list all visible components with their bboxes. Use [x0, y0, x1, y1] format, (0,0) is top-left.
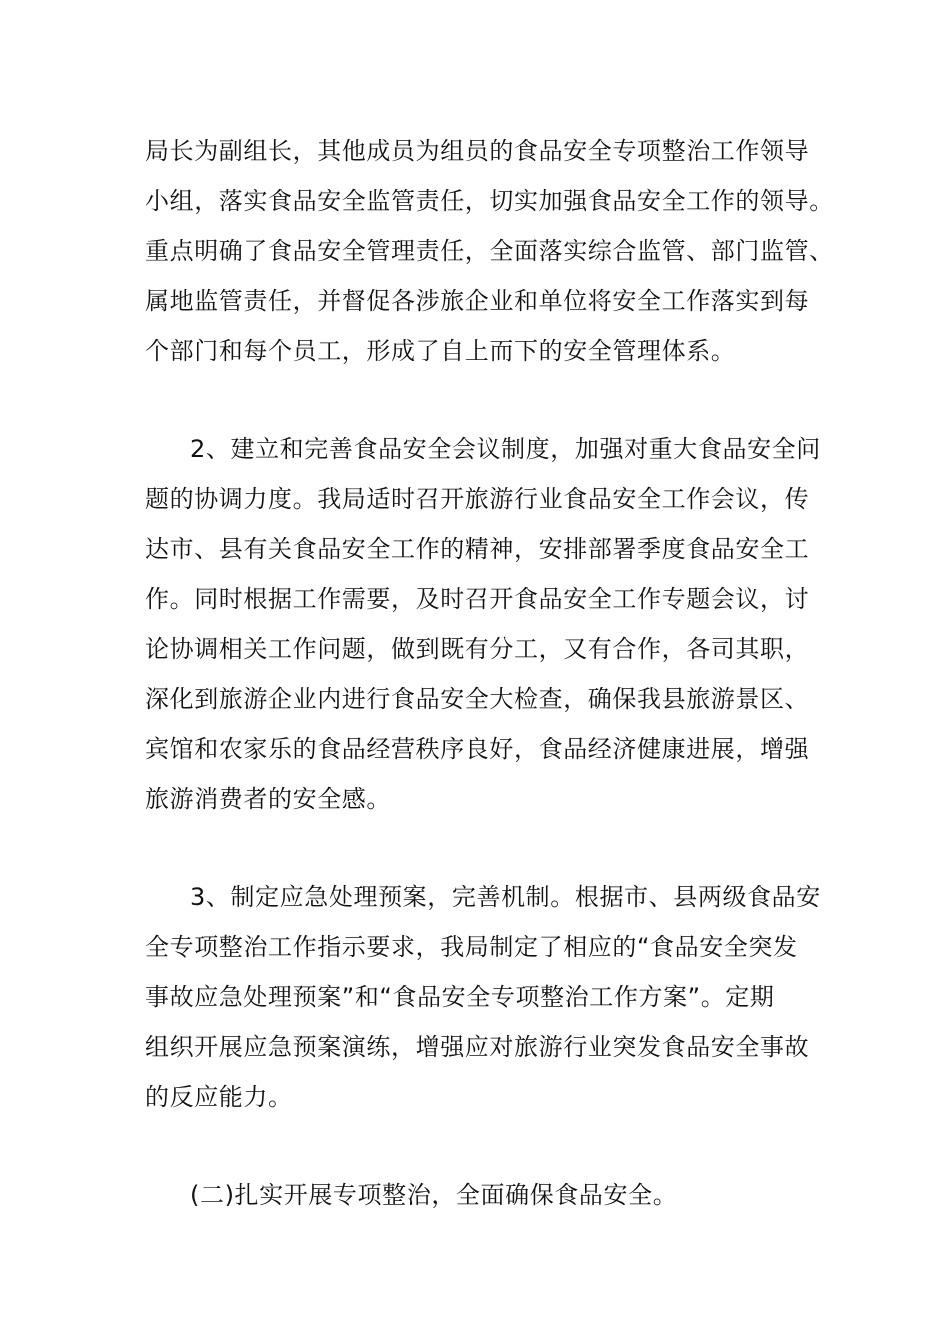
paragraph-2-line-2: 题的协调力度。我局适时召开旅游行业食品安全工作会议，传	[145, 485, 810, 513]
paragraph-1-line-3: 重点明确了食品安全管理责任，全面落实综合监管、部门监管、	[145, 237, 834, 265]
section-heading-2: (二)扎实开展专项整治，全面确保食品安全。	[190, 1181, 678, 1209]
paragraph-2-line-1: 2、建立和完善食品安全会议制度，加强对重大食品安全问	[190, 435, 821, 463]
paragraph-3-line-1: 3、制定应急处理预案，完善机制。根据市、县两级食品安	[190, 883, 821, 911]
paragraph-2-line-5: 论协调相关工作问题，做到既有分工，又有合作，各司其职，	[145, 635, 810, 663]
paragraph-2-line-3: 达市、县有关食品安全工作的精神，安排部署季度食品安全工	[145, 535, 810, 563]
paragraph-2-line-7: 宾馆和农家乐的食品经营秩序良好，食品经济健康进展，增强	[145, 735, 810, 763]
paragraph-2-line-6: 深化到旅游企业内进行食品安全大检查，确保我县旅游景区、	[145, 685, 810, 713]
paragraph-3-line-4: 组织开展应急预案演练，增强应对旅游行业突发食品安全事故	[145, 1033, 810, 1061]
paragraph-1-line-5: 个部门和每个员工，形成了自上而下的安全管理体系。	[145, 337, 736, 365]
paragraph-3-line-2: 全专项整治工作指示要求，我局制定了相应的“食品安全突发	[145, 933, 798, 961]
paragraph-3-line-3: 事故应急处理预案”和“食品安全专项整治工作方案”。定期	[145, 983, 775, 1011]
paragraph-1-line-1: 局长为副组长，其他成员为组员的食品安全专项整治工作领导	[145, 137, 810, 165]
paragraph-1-line-2: 小组，落实食品安全监管责任，切实加强食品安全工作的领导。	[145, 187, 834, 215]
paragraph-1-line-4: 属地监管责任，并督促各涉旅企业和单位将安全工作落实到每	[145, 287, 810, 315]
paragraph-2-line-8: 旅游消费者的安全感。	[145, 785, 391, 813]
paragraph-3-line-5: 的反应能力。	[145, 1083, 293, 1111]
paragraph-2-line-4: 作。同时根据工作需要，及时召开食品安全工作专题会议，讨	[145, 585, 810, 613]
